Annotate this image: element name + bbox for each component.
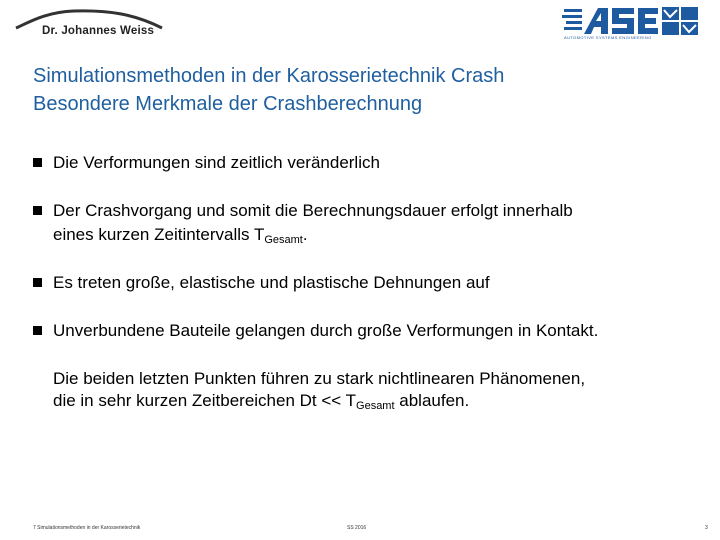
slide-title-line1: Simulationsmethoden in der Karosserietechnik Crash (33, 65, 505, 87)
conclusion-line1: Die beiden letzten Punkten führen zu stark nichtlinearen Phänomenen, (53, 369, 586, 388)
subscript-gesamt: Gesamt (264, 234, 303, 246)
bullet-text-part: eines kurzen Zeitintervalls T (53, 225, 265, 244)
slide-title (33, 62, 504, 118)
conclusion-text-part: die in sehr kurzen Zeitbereichen Dt << T (53, 391, 357, 410)
footer-course-title: 7 Simulationsmethoden in der Karosserietechnik (33, 525, 141, 531)
slide-title-line2: Besondere Merkmale der Crashberechnung (33, 93, 423, 115)
bullet-text: Die Verformungen sind zeitlich veränderlich (53, 153, 380, 172)
square-bullet-icon (33, 206, 42, 215)
square-bullet-icon (33, 278, 42, 287)
ase-logo-subtitle: AUTOMOTIVE SYSTEMS ENGINEERING (564, 35, 652, 40)
ase-logo-mark-icon (562, 6, 712, 36)
subscript-gesamt: Gesamt (356, 400, 395, 412)
footer-semester: SS 2016 (347, 525, 367, 531)
ase-logo (562, 6, 712, 44)
bullet-text: Unverbundene Bauteile gelangen durch große Verformungen in Kontakt. (53, 321, 599, 340)
conclusion-paragraph (53, 368, 585, 417)
conclusion-line2 (53, 390, 585, 417)
bullet-text: Es treten große, elastische und plastische Dehnungen auf (53, 273, 490, 292)
dr-johannes-weiss-logo (14, 8, 164, 42)
conclusion-text-part: ablaufen. (394, 391, 470, 410)
footer-page-number: 3 (705, 525, 708, 531)
bullet-text-continuation (53, 224, 308, 251)
bullet-text-part: . (302, 225, 308, 244)
bullet-text: Der Crashvorgang und somit die Berechnungsdauer erfolgt innerhalb (53, 201, 573, 220)
logo-left-text: Dr. Johannes Weiss (42, 25, 155, 37)
square-bullet-icon (33, 326, 42, 335)
square-bullet-icon (33, 158, 42, 167)
